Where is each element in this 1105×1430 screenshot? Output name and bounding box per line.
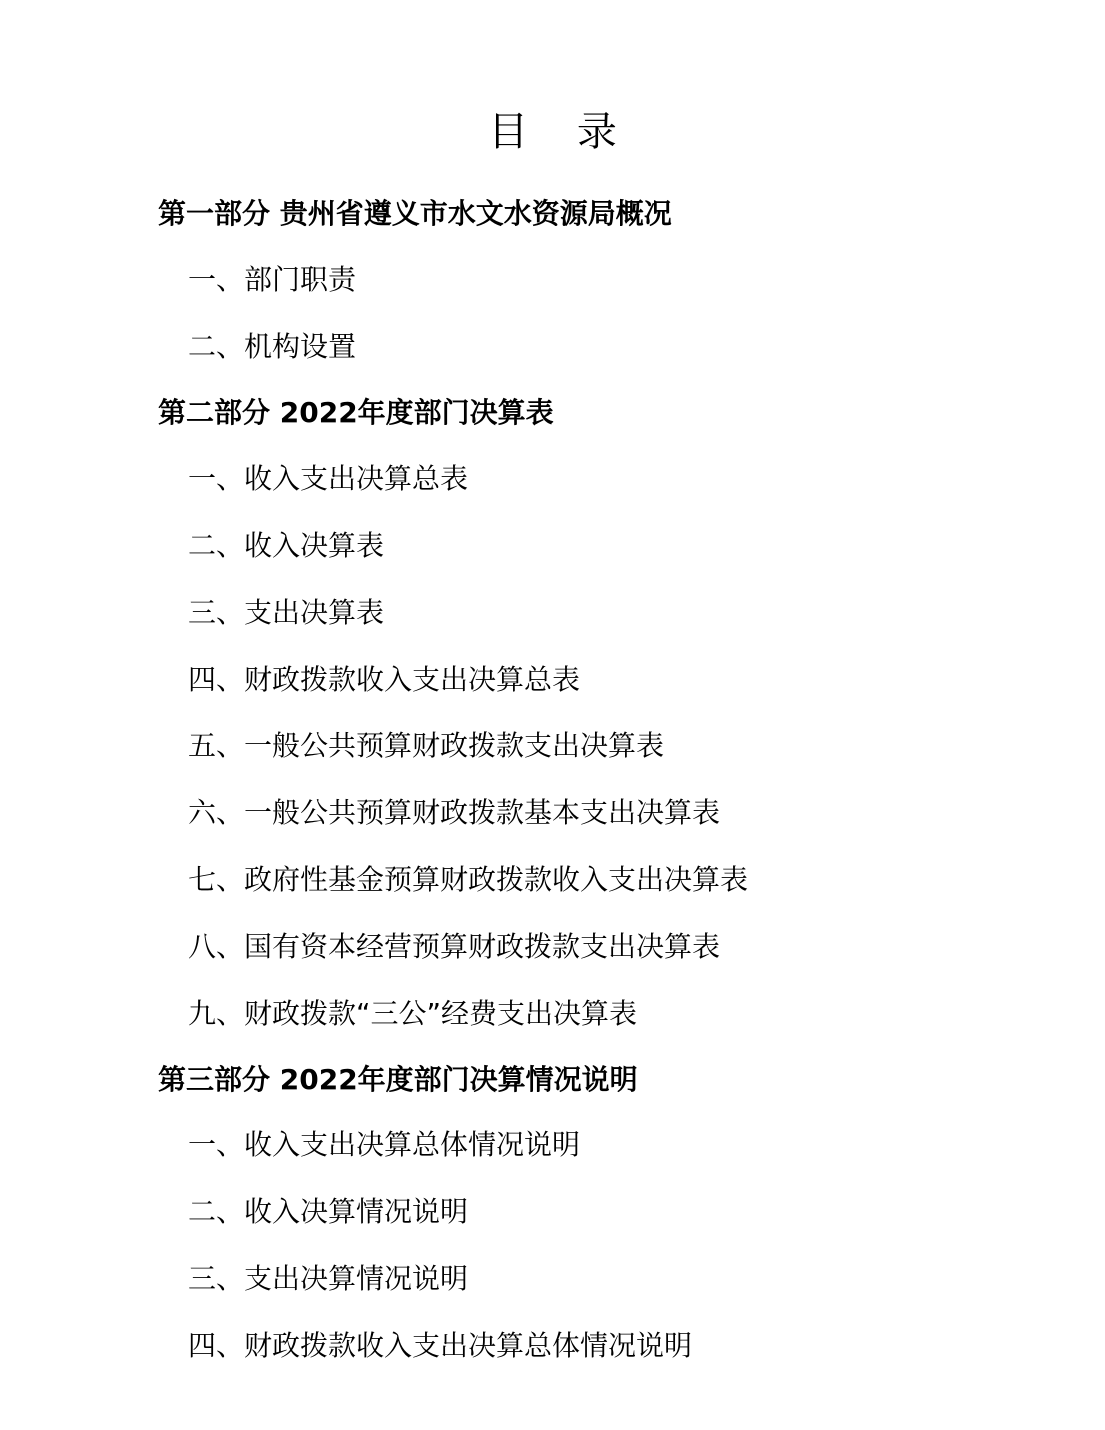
toc-item: 一、收入支出决算总体情况说明 (188, 1128, 581, 1161)
toc-item: 五、一般公共预算财政拨款支出决算表 (188, 729, 665, 762)
toc-item: 二、收入决算情况说明 (188, 1195, 469, 1228)
toc-item: 八、国有资本经营预算财政拨款支出决算表 (188, 930, 721, 963)
toc-item: 三、支出决算情况说明 (188, 1262, 469, 1295)
toc-item: 四、财政拨款收入支出决算总体情况说明 (188, 1329, 693, 1362)
toc-item: 二、收入决算表 (188, 529, 385, 562)
toc-item: 六、一般公共预算财政拨款基本支出决算表 (188, 796, 721, 829)
toc-part-3: 第三部分 2022年度部门决算情况说明 (158, 1063, 638, 1096)
toc-part-2: 第二部分 2022年度部门决算表 (158, 396, 554, 429)
toc-item: 二、机构设置 (188, 330, 357, 363)
toc-item: 九、财政拨款“三公”经费支出决算表 (188, 997, 638, 1030)
toc-item: 四、财政拨款收入支出决算总表 (188, 663, 581, 696)
toc-title: 目 录 (488, 109, 635, 155)
toc-item: 一、收入支出决算总表 (188, 462, 469, 495)
toc-part-1: 第一部分 贵州省遵义市水文水资源局概况 (158, 197, 672, 230)
toc-item: 三、支出决算表 (188, 596, 385, 629)
toc-item: 七、政府性基金预算财政拨款收入支出决算表 (188, 863, 749, 896)
toc-item: 一、部门职责 (188, 263, 357, 296)
